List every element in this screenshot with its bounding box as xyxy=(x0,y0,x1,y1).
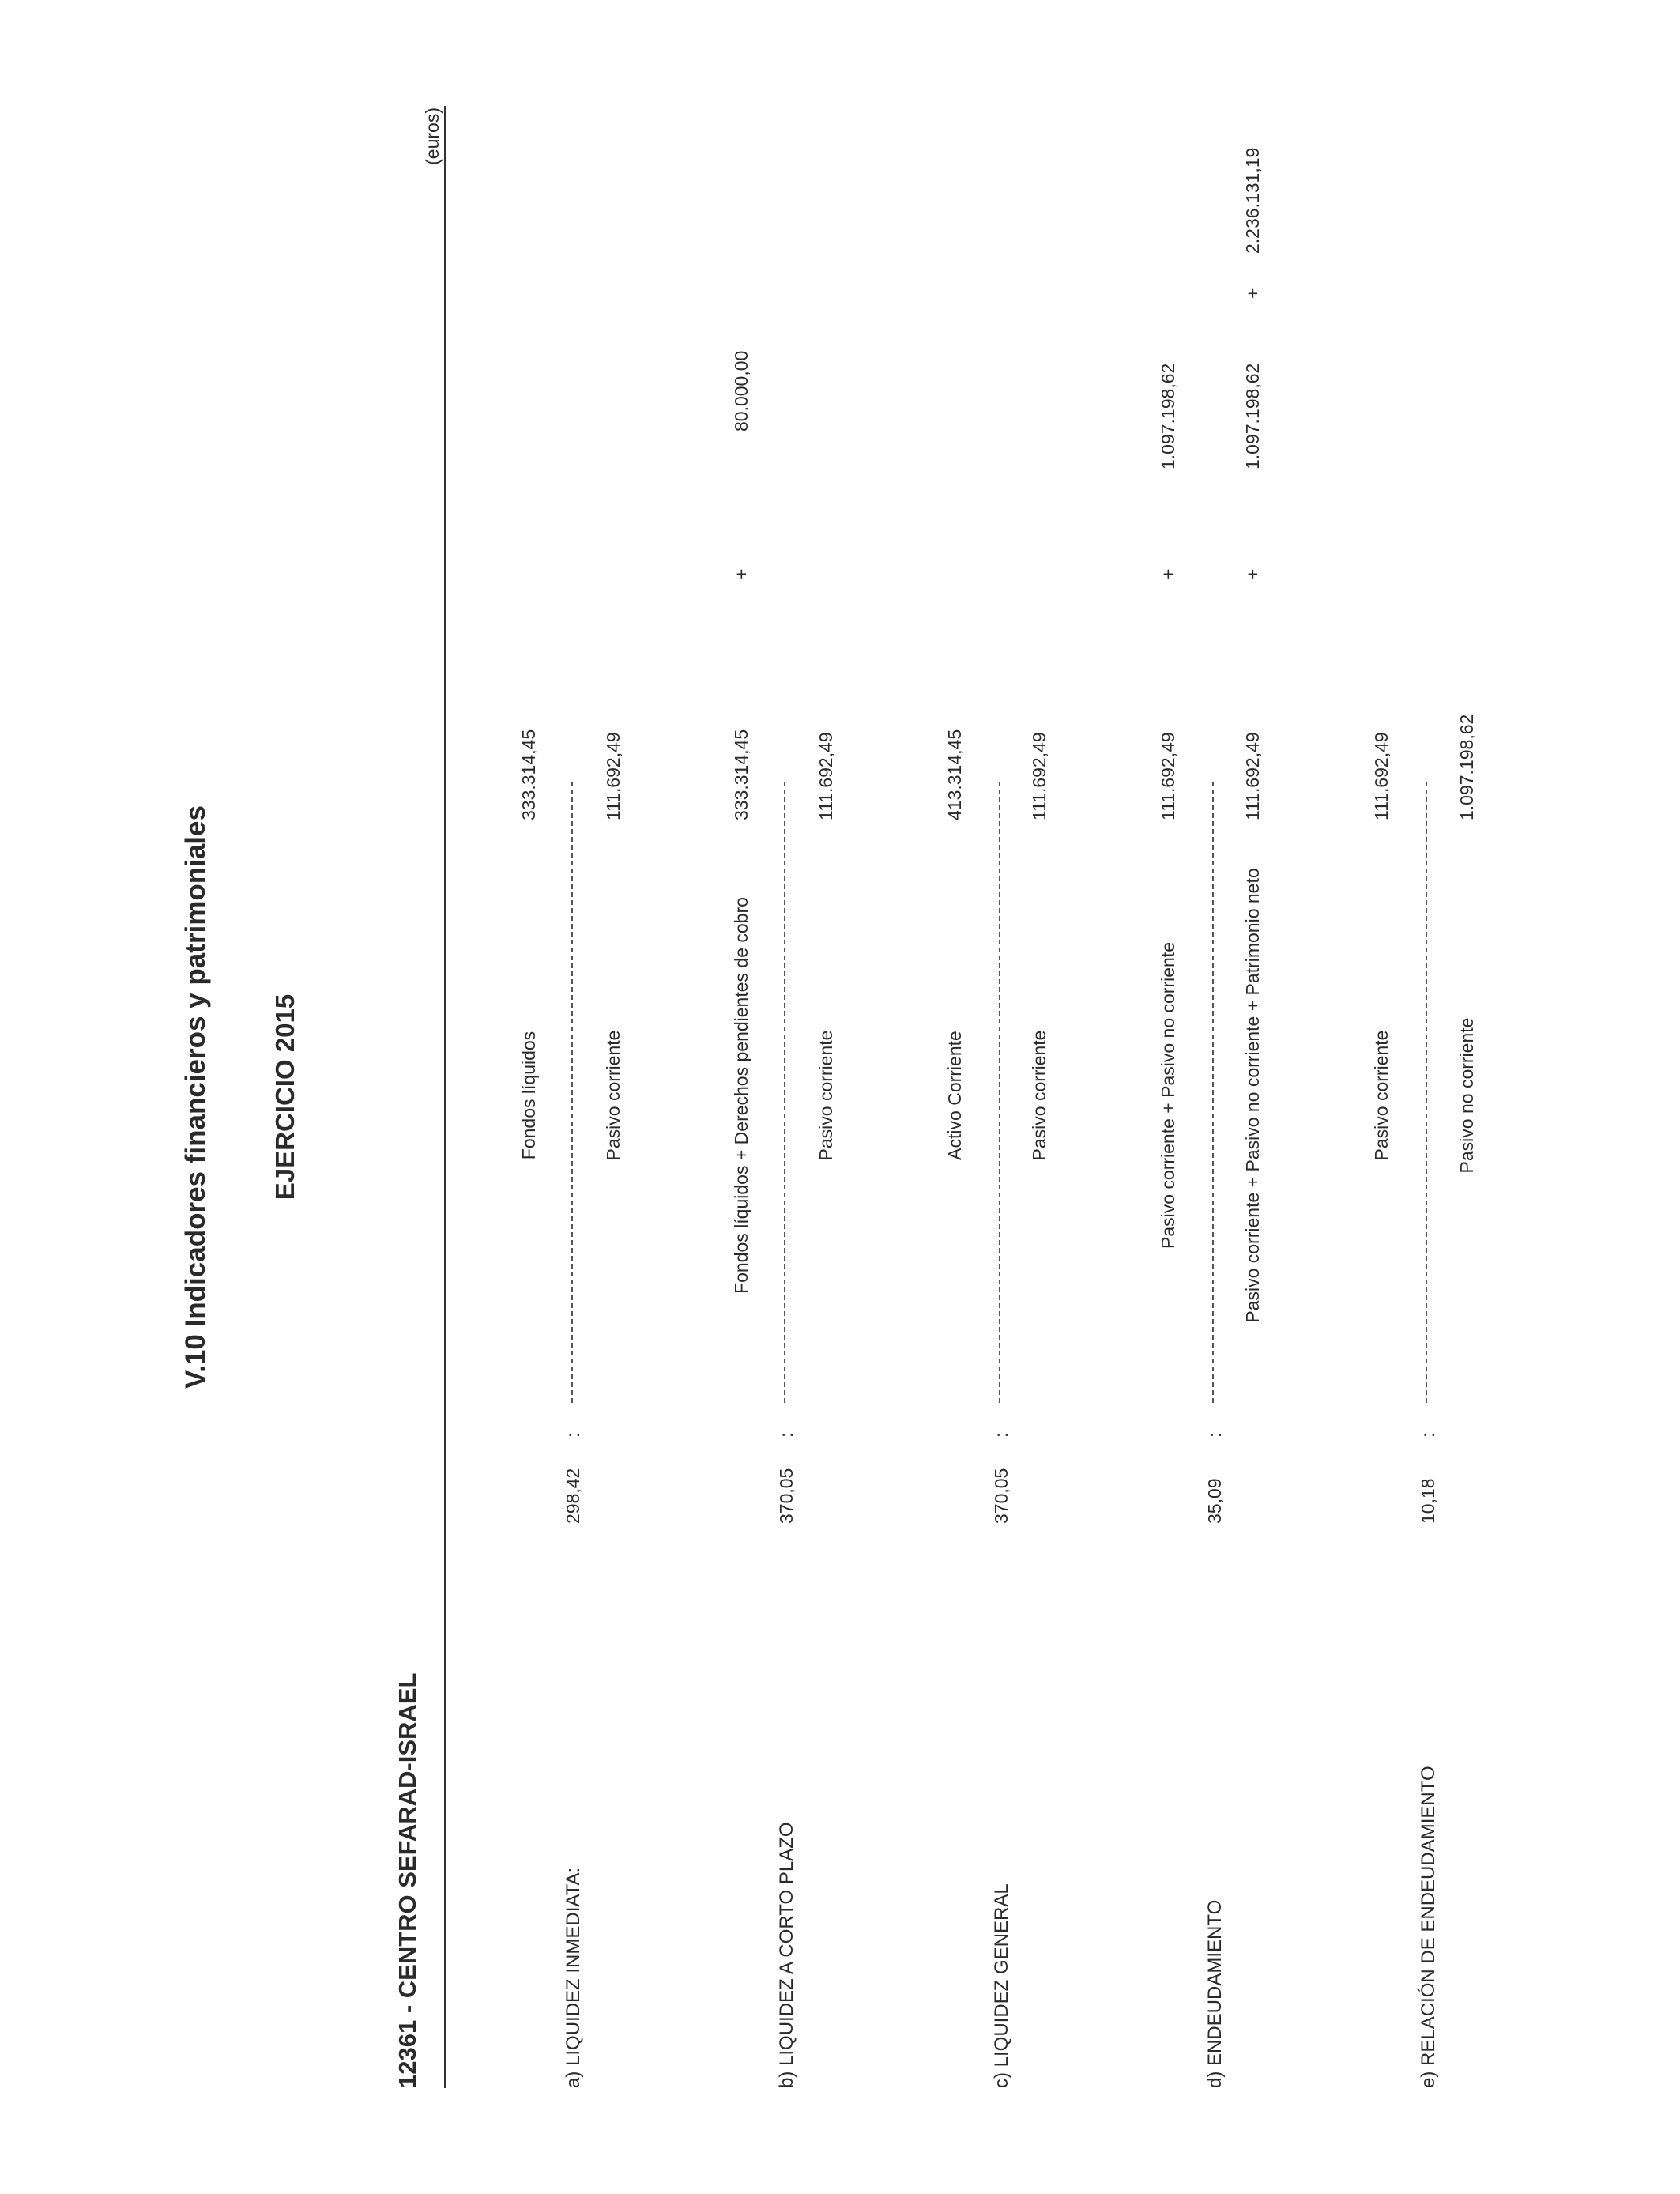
colon: : xyxy=(563,1432,583,1438)
numerator-amount: 413.314,45 xyxy=(944,729,965,820)
numerator-amount: 111.692,49 xyxy=(1158,732,1178,820)
colon: : xyxy=(991,1432,1011,1438)
numerator-amount: 111.692,49 xyxy=(1371,732,1392,820)
page-subtitle: EJERCICIO 2015 xyxy=(270,993,299,1201)
page-title: V.10 Indicadores financieros y patrimoniales xyxy=(180,805,211,1389)
denominator-formula: Pasivo corriente xyxy=(816,1030,836,1161)
plus-sign: + xyxy=(1242,288,1263,299)
denominator-amount: 1.097.198,62 xyxy=(1456,714,1477,820)
indicator-value: 370,05 xyxy=(776,1468,797,1524)
numerator-formula: Fondos líquidos + Derechos pendientes de cobro xyxy=(731,897,751,1294)
colon: : xyxy=(1418,1432,1438,1438)
indicator-value: 370,05 xyxy=(991,1468,1011,1524)
numerator-amount: 333.314,45 xyxy=(518,729,539,820)
denominator-amount: 111.692,49 xyxy=(1029,732,1049,820)
denominator-amount: 111.692,49 xyxy=(816,732,836,820)
indicator-label: a) LIQUIDEZ INMEDIATA: xyxy=(563,1867,584,2088)
indicator-value: 10,18 xyxy=(1418,1478,1438,1524)
numerator-formula: Pasivo corriente xyxy=(1371,1030,1392,1161)
numerator-formula: Pasivo corriente + Pasivo no corriente xyxy=(1158,941,1178,1250)
numerator-formula: Activo Corriente xyxy=(944,1031,965,1160)
denominator-formula: Pasivo no corriente xyxy=(1456,1017,1477,1174)
plus-sign: + xyxy=(731,568,751,579)
indicator-label: c) LIQUIDEZ GENERAL xyxy=(991,1883,1012,2088)
numerator-amount: 1.097.198,62 xyxy=(1158,363,1178,469)
denominator-amount: 1.097.198,62 xyxy=(1242,363,1263,469)
denominator-formula: Pasivo corriente xyxy=(603,1030,623,1161)
fraction-line xyxy=(1426,782,1427,1403)
numerator-amount: 80.000,00 xyxy=(731,350,751,432)
denominator-amount: 2.236.131,19 xyxy=(1242,147,1263,254)
indicator-label: e) RELACIÓN DE ENDEUDAMIENTO xyxy=(1418,1766,1439,2088)
indicator-label: d) ENDEUDAMIENTO xyxy=(1204,1899,1226,2088)
indicator-value: 298,42 xyxy=(563,1468,583,1524)
denominator-formula: Pasivo corriente xyxy=(1029,1030,1049,1161)
plus-sign: + xyxy=(1242,568,1263,579)
fraction-line xyxy=(999,782,1000,1403)
header-rule xyxy=(444,106,446,2088)
numerator-formula: Fondos líquidos xyxy=(518,1031,539,1160)
colon: : xyxy=(1204,1432,1225,1438)
fraction-line xyxy=(784,782,785,1403)
denominator-formula: Pasivo corriente + Pasivo no corriente + Patrimonio neto xyxy=(1242,868,1263,1323)
unit-label: (euros) xyxy=(422,107,443,165)
colon: : xyxy=(776,1432,797,1438)
fraction-line xyxy=(571,782,573,1403)
entity-title: 12361 - CENTRO SEFARAD-ISRAEL xyxy=(394,1672,421,2088)
plus-sign: + xyxy=(1158,568,1178,579)
denominator-amount: 111.692,49 xyxy=(603,732,623,820)
denominator-amount: 111.692,49 xyxy=(1242,732,1263,820)
indicator-label: b) LIQUIDEZ A CORTO PLAZO xyxy=(776,1822,797,2088)
numerator-amount: 333.314,45 xyxy=(731,729,751,820)
indicator-value: 35,09 xyxy=(1204,1478,1225,1524)
fraction-line xyxy=(1212,782,1214,1403)
